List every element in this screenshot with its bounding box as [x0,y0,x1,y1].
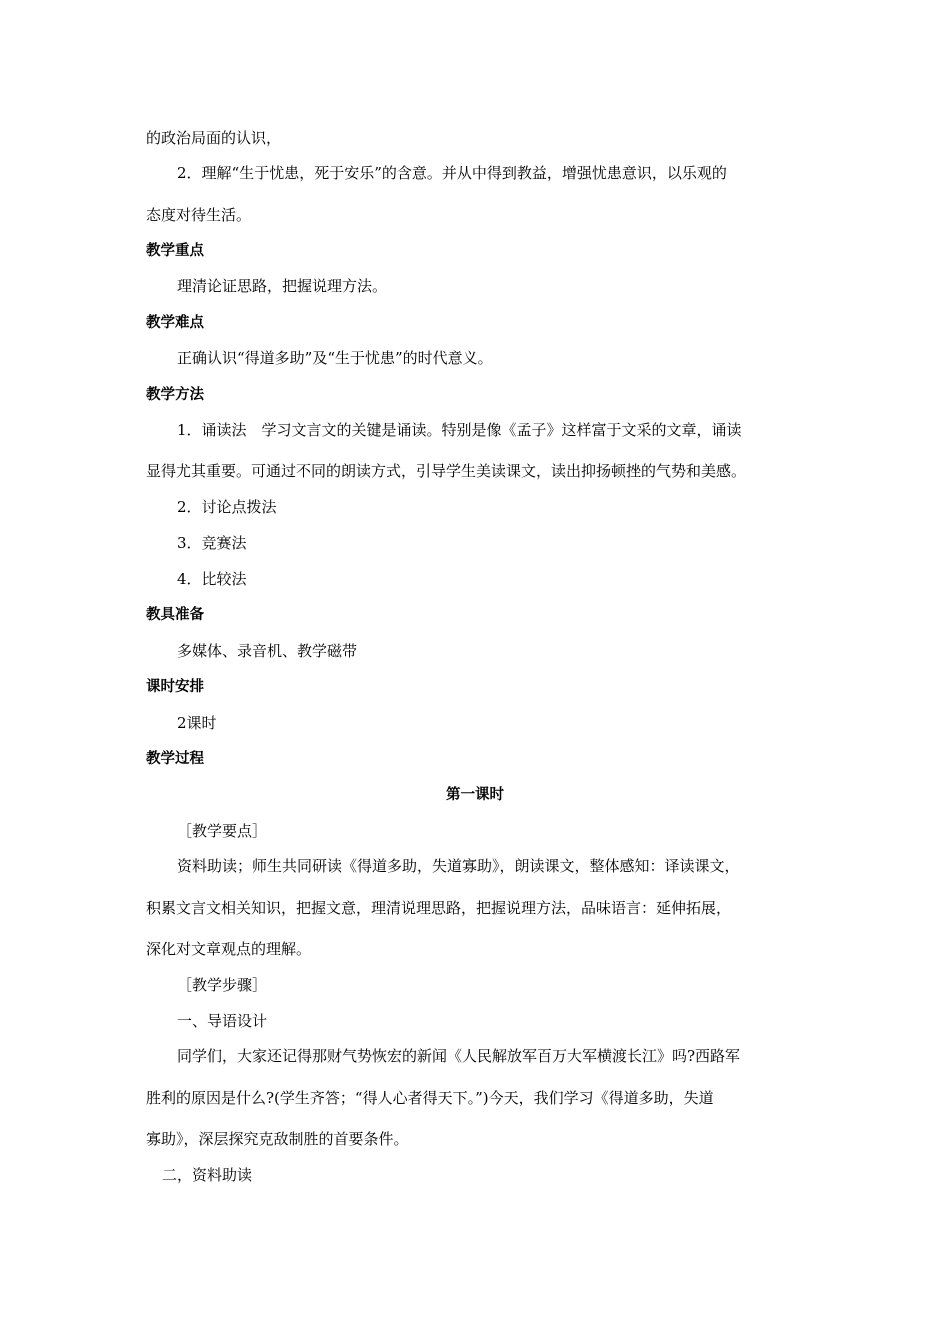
text-line: 态度对待生活。 [146,206,252,224]
section-heading: 教具准备 [146,607,204,623]
section-heading: 教学难点 [146,315,204,331]
text-line: ［教学步骤］ [177,976,268,994]
text-line: 1．诵读法 学习文言文的关键是诵读。特别是像《孟子》这样富于文采的文章，诵读 [177,421,742,439]
section-heading: 教学过程 [146,751,204,767]
text-line: 显得尤其重要。可通过不同的朗读方式，引导学生美读课文，读出抑扬顿挫的气势和美感。 [146,462,747,480]
text-line: 一、导语设计 [177,1012,268,1030]
text-line: 二，资料助读 [162,1166,253,1184]
text-line: 深化对文章观点的理解。 [146,940,312,958]
text-line: 2．讨论点拨法 [177,498,277,516]
text-line: 2课时 [177,714,217,732]
text-line: 的政治局面的认识， [146,129,282,147]
lesson-title: 第一课时 [446,787,504,803]
section-heading: 教学重点 [146,243,204,259]
text-line: 4．比较法 [177,570,247,588]
text-line: 积累文言文相关知识，把握文意，理清说理思路，把握说理方法，品味语言：延伸拓展， [146,899,732,917]
text-line: ［教学要点］ [177,822,268,840]
text-line: 同学们，大家还记得那财气势恢宏的新闻《人民解放军百万大军横渡长江》吗?西路军 [177,1047,741,1065]
section-heading: 教学方法 [146,387,204,403]
text-line: 3．竞赛法 [177,534,247,552]
text-line: 胜利的原因是什么?(学生齐答；“得人心者得天下。”)今天，我们学习《得道多助，失道 [146,1089,714,1107]
text-line: 多媒体、录音机、教学磁带 [177,642,358,660]
text-line: 理清论证思路，把握说理方法。 [177,277,388,295]
section-heading: 课时安排 [146,679,204,695]
text-line: 资料助读；师生共同研读《得道多助，失道寡助》，朗读课文，整体感知：译读课文， [177,857,740,875]
text-line: 正确认识“得道多助”及“生于忧患”的时代意义。 [177,349,493,367]
text-line: 2．理解“生于忧患，死于安乐”的含意。并从中得到教益，增强忧患意识，以乐观的 [177,164,727,182]
text-line: 寡助》，深层探究克敌制胜的首要条件。 [146,1130,409,1148]
